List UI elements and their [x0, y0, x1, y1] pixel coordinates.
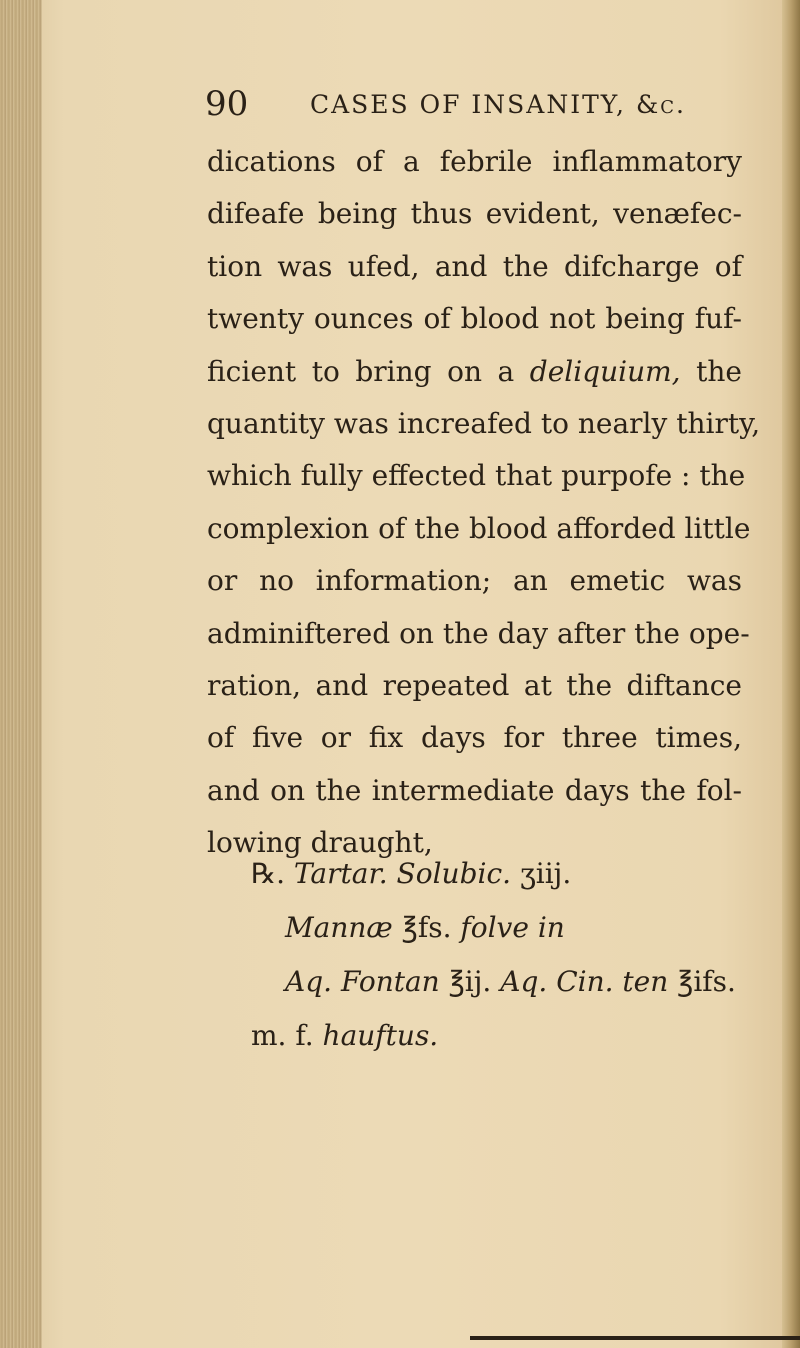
text-line: quantity was increafed to nearly thirty,	[207, 406, 761, 440]
text-line: of five or fix days for three times,	[207, 721, 742, 755]
page-header	[205, 84, 765, 128]
dose: ℥ifs.	[677, 965, 736, 998]
prescription-line	[207, 902, 747, 956]
text-line	[207, 346, 742, 398]
prescription	[207, 848, 747, 1064]
page-edge	[782, 0, 800, 1348]
dose: ℥ij.	[448, 965, 492, 998]
italic-run: folve in	[460, 911, 565, 944]
prescription-line	[207, 956, 747, 1010]
text-run: the	[680, 354, 742, 388]
text-run: ficient to bring on a	[207, 354, 530, 388]
text-line: lowing draught,	[207, 826, 433, 860]
text-line: twenty ounces of blood not being fuf-	[207, 302, 742, 336]
text-run: m. f.	[251, 1019, 314, 1052]
italic-run: Mannæ	[285, 911, 393, 944]
prescription-line	[207, 1010, 747, 1064]
page-number: 90	[205, 84, 249, 124]
body-paragraph	[207, 136, 761, 869]
running-head: CASES OF INSANITY, &c.	[310, 90, 686, 119]
recipe-symbol: ℞.	[251, 857, 286, 890]
text-line: dications of a febrile inflammatory	[207, 145, 742, 178]
page-gutter	[0, 0, 42, 1348]
dose: ℥fs.	[401, 911, 452, 944]
italic-run: Aq. Fontan	[285, 965, 440, 998]
italic-run: Tartar. Solubic.	[293, 857, 512, 890]
text-line: difeafe being thus evident, venæfec-	[207, 197, 742, 231]
dose: ʒiij.	[519, 857, 572, 890]
italic-word: deliquium,	[529, 354, 681, 388]
text-line: or no information; an emetic was	[207, 564, 742, 598]
text-line: and on the intermediate days the fol-	[207, 773, 742, 807]
bottom-rule	[470, 1336, 800, 1340]
text-line: which fully effected that purpofe : the	[207, 459, 746, 493]
text-line: ration, and repeated at the diftance	[207, 668, 742, 702]
italic-run: Aq. Cin. ten	[500, 965, 669, 998]
text-line: adminiftered on the day after the ope-	[207, 616, 750, 650]
prescription-line	[207, 848, 747, 902]
text-line: complexion of the blood afforded little	[207, 511, 751, 545]
text-line: tion was ufed, and the difcharge of	[207, 249, 742, 283]
italic-run: hauftus.	[322, 1019, 439, 1052]
